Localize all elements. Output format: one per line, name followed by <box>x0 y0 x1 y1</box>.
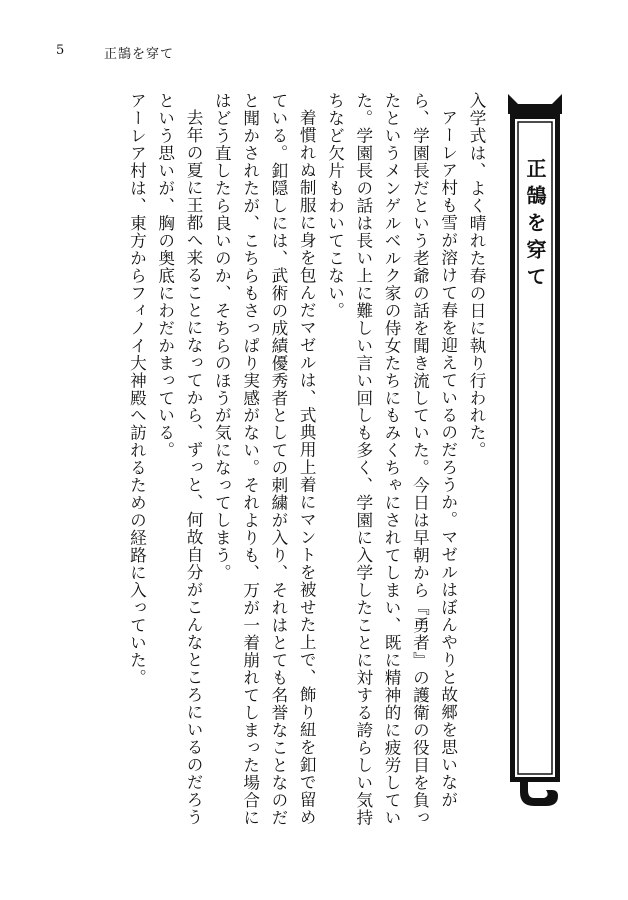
paragraph: 入学式は、よく晴れた春の日に執り行われた。 <box>467 92 486 460</box>
chapter-title-banner <box>506 92 564 808</box>
chapter-title: 正鵠を穿て <box>523 158 547 293</box>
paragraph: 去年の夏に王都へ来ることになってから、ずっと、何故自分がこんなところにいるのだろうという思いが、胸の奥底にわだかまっている。 <box>155 92 204 826</box>
body-text <box>60 92 490 840</box>
running-header-title: 正鵠を穿て <box>104 47 175 62</box>
paragraph: アーレア村は、東方からフィノイ大神殿へ訪れるための経路に入っていた。 <box>127 92 147 687</box>
paragraph: 着慣れぬ制服に身を包んだマゼルは、式典用上着にマントを被せた上で、飾り紐を釦で留めている。釦隠しには、武術の成績優秀者としての刺繍が入り、それはとても名誉なことなのだと聞かされたが、こちらもさっぱり実感がない。それよりも、万が一着崩れてしまった場合にはどう直したら良いのか、そちらのほうが気になってしまう。 <box>212 92 317 827</box>
paragraph: アーレア村も雪が溶けて春を迎えているのだろうか。マゼルはぼんやりと故郷を思いながら、学園長だという老爺の話を聞き流していた。今日は早朝から『勇者』の護衛の役目を負ったというメンゲルベルク家の侍女たちにもみくちゃにされてしまい、既に精神的に疲労していた。学園長の話は長い上に難しい言い回しも多く、学園に入学したことに対する誇らしい気持ちなど欠片もわいてこない。 <box>325 92 458 827</box>
page-number: 5 <box>56 43 65 58</box>
